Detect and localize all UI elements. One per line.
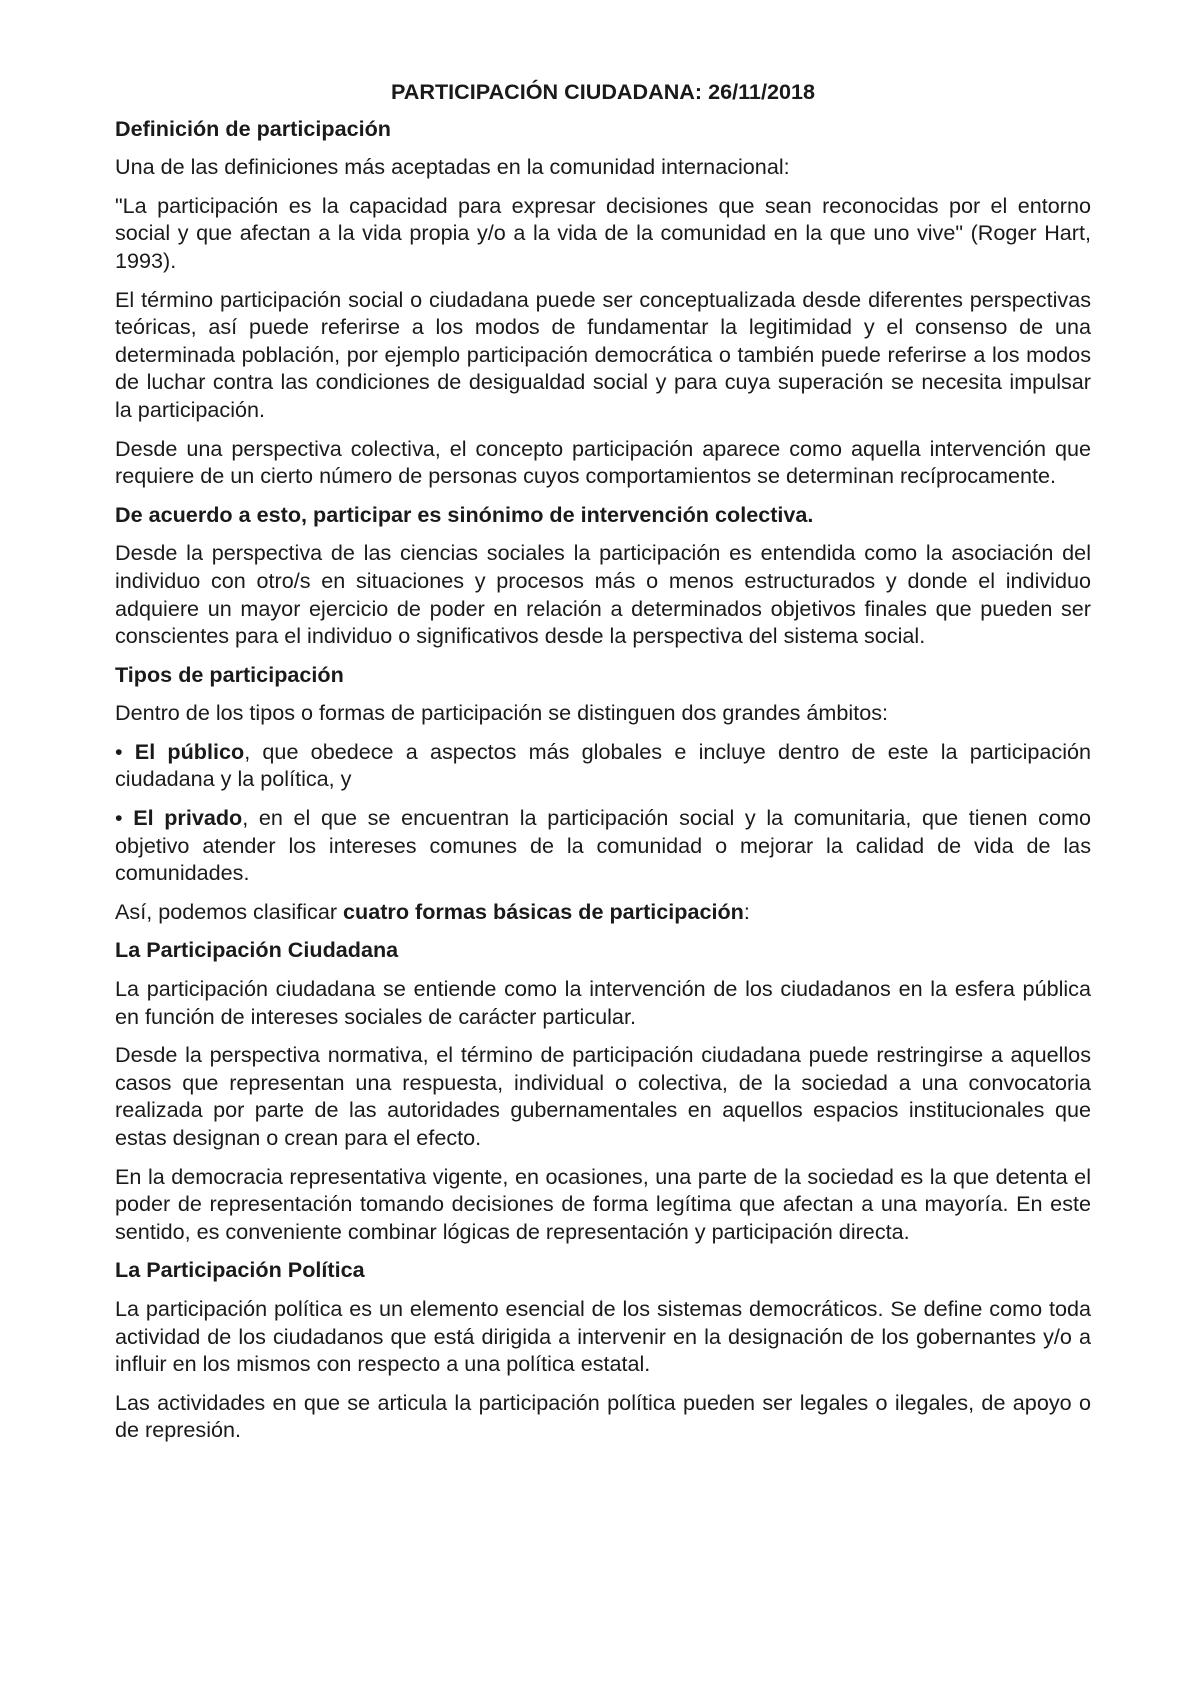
classify-suffix: :	[743, 898, 750, 924]
paragraph-clasificar	[115, 898, 1091, 926]
paragraph-politica-1: La participación política es un elemento esencial de los sistemas democráticos. Se define como toda actividad de los ciudadanos que está dirigida a intervenir en la designación de los gobernantes y/o a influir en los mismos con respecto a una política estatal.	[115, 1295, 1091, 1377]
document-page	[115, 78, 1091, 1455]
bullet-term-privado: El privado	[133, 805, 243, 831]
heading-participacion-politica: La Participación Política	[115, 1257, 365, 1283]
paragraph-quote-roger-hart: "La participación es la capacidad para expresar decisiones que sean reconocidas por el entorno social y que afectan a la vida propia y/o a la vida de la comunidad en la que uno vive" (Roger Hart, 1993).	[115, 192, 1091, 273]
paragraph-ciencias-sociales: Desde la perspectiva de las ciencias sociales la participación es entendida como la asociación del individuo con otro/s en situaciones y procesos más o menos estructurados y donde el individuo adquiere un mayor ejercicio de poder en relación a determinados objetivos finales que pueden ser conscientes para el individuo o significativos desde la perspectiva del sistema social.	[115, 540, 1091, 649]
bullet-marker: •	[115, 738, 123, 764]
bullet-text-publico: , que obedece a aspectos más globales e incluye dentro de este la participación ciudadana y la política, y	[115, 738, 1092, 792]
paragraph-definicion-intro: Una de las definiciones más aceptadas en la comunidad internacional:	[115, 154, 790, 180]
paragraph-tipos-intro: Dentro de los tipos o formas de participación se distinguen dos grandes ámbitos:	[115, 700, 889, 726]
bullet-marker: •	[115, 805, 123, 831]
bullet-text-privado: , en el que se encuentran la participación social y la comunitaria, que tienen como objetivo atender los intereses comunes de la comunidad o mejorar la calidad de vida de las comunidades.	[115, 805, 1091, 886]
paragraph-ciudadana-1: La participación ciudadana se entiende como la intervención de los ciudadanos en la esfera pública en función de intereses sociales de carácter particular.	[115, 976, 1091, 1029]
bullet-item-privado	[115, 804, 1091, 887]
bullet-term-publico: El público	[134, 738, 245, 764]
heading-tipos: Tipos de participación	[115, 661, 344, 687]
paragraph-termino-participacion: El término participación social o ciudadana puede ser conceptualizada desde diferentes perspectivas teóricas, así puede referirse a los modos de fundamentar la legitimidad y el consenso de una determinada población, por ejemplo participación democrática o también puede referirse a los modos de luchar contra las condiciones de desigualdad social y para cuya superación se necesita impulsar la participación.	[115, 286, 1091, 422]
document-title: PARTICIPACIÓN CIUDADANA: 26/11/2018	[391, 79, 815, 104]
classify-prefix: Así, podemos clasificar	[115, 898, 344, 924]
classify-bold: cuatro formas básicas de participación	[343, 898, 744, 924]
paragraph-ciudadana-3: En la democracia representativa vigente, en ocasiones, una parte de la sociedad es la que detenta el poder de representación tomando decisiones de forma legítima que afectan a una mayoría. En este sentido, es conveniente combinar lógicas de representación y participación directa.	[115, 1163, 1091, 1244]
heading-participacion-ciudadana: La Participación Ciudadana	[115, 937, 399, 963]
heading-definicion: Definición de participación	[115, 115, 391, 141]
paragraph-perspectiva-colectiva: Desde una perspectiva colectiva, el concepto participación aparece como aquella intervención que requiere de un cierto número de personas cuyos comportamientos se determinan recíprocamente.	[115, 435, 1091, 489]
bullet-item-publico	[115, 738, 1091, 793]
paragraph-ciudadana-2: Desde la perspectiva normativa, el término de participación ciudadana puede restringirse a aquellos casos que representan una respuesta, individual o colectiva, de la sociedad a una convocatoria realizada por parte de las autoridades gubernamentales en aquellos espacios institucionales que estas designan o crean para el efecto.	[115, 1042, 1091, 1150]
paragraph-politica-2: Las actividades en que se articula la participación política pueden ser legales o ilegales, de apoyo o de represión.	[115, 1389, 1091, 1443]
paragraph-intervencion-colectiva: De acuerdo a esto, participar es sinónimo de intervención colectiva.	[115, 501, 814, 527]
